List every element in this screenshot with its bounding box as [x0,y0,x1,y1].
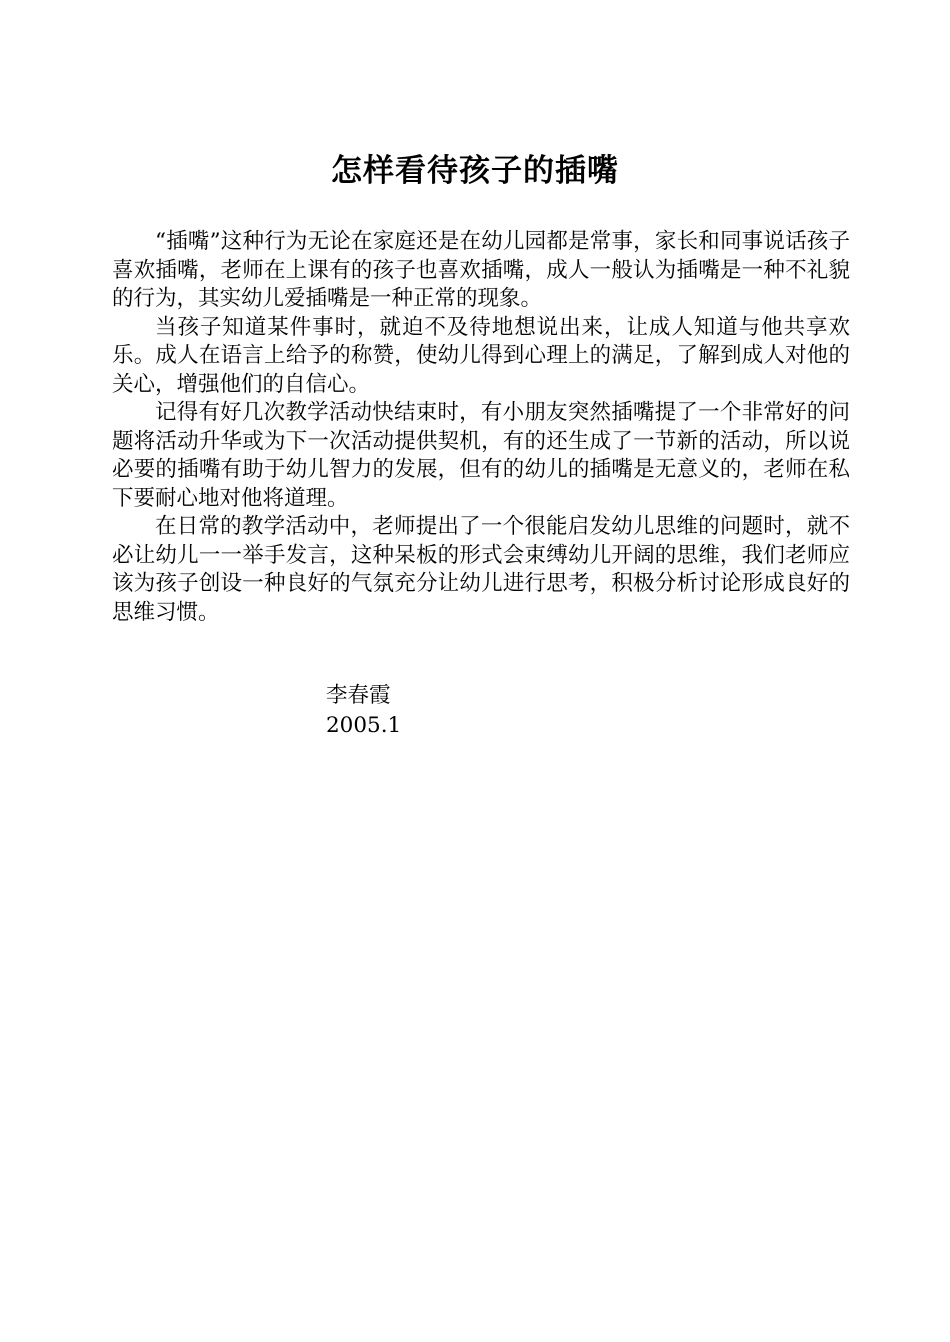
paragraph-4: 在日常的教学活动中，老师提出了一个很能启发幼儿思维的问题时，就不必让幼儿一一举手发言，这种呆板的形式会束缚幼儿开阔的思维，我们老师应该为孩子创设一种良好的气氛充分让幼儿进行思考，积极分析讨论形成良好的思维习惯。 [112,514,850,625]
signature-block [326,681,401,741]
document-title: 怎样看待孩子的插嘴 [331,153,619,189]
signature-author: 李春霞 [326,683,391,708]
paragraph-2: 当孩子知道某件事时，就迫不及待地想说出来，让成人知道与他共享欢乐。成人在语言上给予的称赞，使幼儿得到心理上的满足，了解到成人对他的关心，增强他们的自信心。 [112,314,850,397]
paragraph-3: 记得有好几次教学活动快结束时，有小朋友突然插嘴提了一个非常好的问题将活动升华或为下一次活动提供契机，有的还生成了一节新的活动，所以说必要的插嘴有助于幼儿智力的发展，但有的幼儿的插嘴是无意义的，老师在私下要耐心地对他将道理。 [112,400,850,511]
signature-date: 2005.1 [326,713,402,738]
paragraph-1: “插嘴”这种行为无论在家庭还是在幼儿园都是常事，家长和同事说话孩子喜欢插嘴，老师在上课有的孩子也喜欢插嘴，成人一般认为插嘴是一种不礼貌的行为，其实幼儿爱插嘴是一种正常的现象。 [112,229,850,311]
document-body [112,228,850,627]
